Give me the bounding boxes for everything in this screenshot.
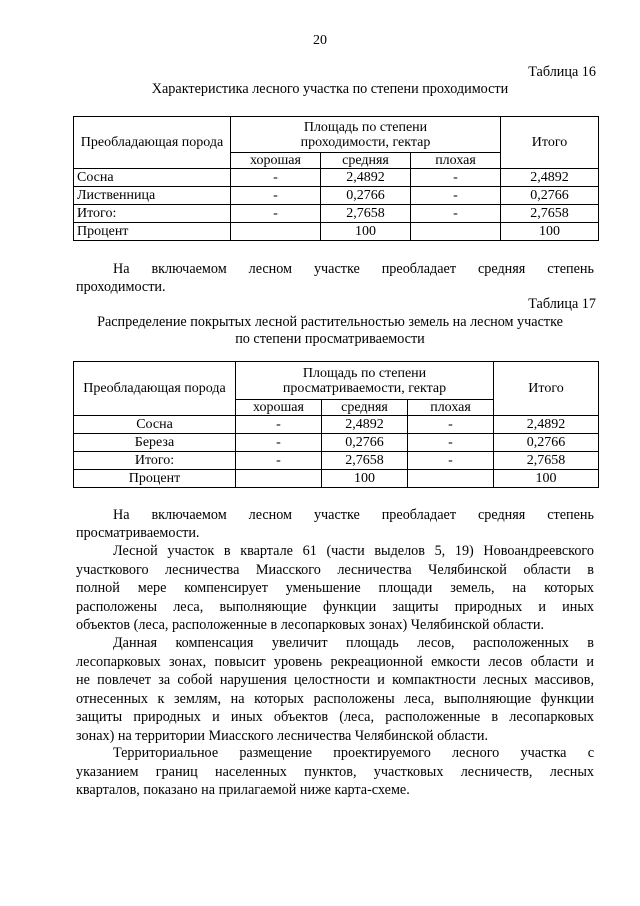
paragraph-line: лесопарковых зонах, повысит уровень рекреационной емкости лесов области и [76,653,594,670]
paragraph-line: кварталов, показано на прилагаемой ниже карта-схеме. [76,782,410,798]
cell-good: - [236,452,322,470]
table-row [74,434,599,452]
cell-good: - [231,187,321,205]
table17-label: Таблица 17 [528,296,596,312]
table-row [74,169,599,187]
table-row [74,223,599,241]
table16-header-total: Итого [501,117,599,169]
cell-total: 100 [501,223,599,241]
row-name: Процент [74,223,231,241]
paragraph-line: указанием границ населенных пунктов, участковых лесничеств, лесных [76,763,594,780]
row-name: Итого: [74,452,236,470]
row-name: Береза [74,434,236,452]
paragraph-line: зонах) на территории Миасского лесничества Челябинской области. [76,727,489,744]
cell-total: 2,4892 [501,169,599,187]
table16-header-bad: плохая [411,153,501,169]
cell-good: - [231,169,321,187]
paragraph-line: защиты природных и иных объектов (леса, расположенные в лесопарковых [76,709,594,725]
table16-title: Характеристика лесного участка по степени проходимости [151,81,509,97]
table16-header-medium: средняя [321,153,411,169]
cell-bad: - [411,169,501,187]
cell-medium: 2,7658 [322,452,408,470]
cell-total: 0,2766 [494,434,599,452]
table17-header-medium: средняя [322,400,408,416]
cell-total: 2,7658 [494,452,599,470]
paragraph-line: объектов (леса, расположенные в лесопарковых зонах) Челябинской области. [76,617,545,633]
paragraph-line: проходимости. [76,279,166,295]
row-name: Сосна [74,416,236,434]
cell-medium: 100 [322,470,408,488]
table17-header-total: Итого [494,362,599,416]
table17-title [60,314,600,348]
cell-good [231,223,321,241]
paragraph-line: Данная компенсация увеличит площадь лесов, расположенных в [113,635,594,651]
row-name: Сосна [74,169,231,187]
cell-total: 0,2766 [501,187,599,205]
paragraph-line: На включаемом лесном участке преобладает средняя степень [113,507,594,523]
table-row [74,452,599,470]
table16 [73,116,599,241]
table16-header-species: Преобладающая порода [74,117,231,169]
cell-good: - [236,434,322,452]
paragraph-1 [76,260,594,279]
paragraph-line: просматриваемости. [76,525,200,541]
table-row [74,205,599,223]
cell-medium: 2,7658 [321,205,411,223]
cell-medium: 0,2766 [322,434,408,452]
paragraph-4 [76,634,594,745]
table-row [74,416,599,434]
cell-total: 2,4892 [494,416,599,434]
table17-header-good: хорошая [236,400,322,416]
table17-title-line: по степени просматриваемости [235,331,425,347]
paragraph-3 [76,542,594,635]
paragraph-line: участкового лесничества Миасского лесничества Челябинской области в [76,561,594,578]
paragraph-line: Лесной участок в квартале 61 (части выделов 5, 19) Новоандреевского [113,543,594,559]
cell-bad: - [411,205,501,223]
table16-header-area: Площадь по степени проходимости, гектар [231,117,501,153]
cell-medium: 0,2766 [321,187,411,205]
paragraph-line: Территориальное размещение проектируемого лесного участка с [113,745,594,761]
row-name: Лиственница [74,187,231,205]
table17-title-line: Распределение покрытых лесной растительностью земель на лесном участке [97,314,563,330]
cell-medium: 100 [321,223,411,241]
cell-total: 2,7658 [501,205,599,223]
table17-header-species: Преобладающая порода [74,362,236,416]
table-row [74,187,599,205]
cell-bad: - [408,452,494,470]
cell-bad: - [411,187,501,205]
cell-medium: 2,4892 [321,169,411,187]
table17-header-area: Площадь по степени просматриваемости, гектар [236,362,494,400]
page-number: 20 [313,33,327,48]
paragraph-line: полной мере компенсирует уменьшение площади земель, на которых [76,580,594,596]
cell-total: 100 [494,470,599,488]
paragraph-line: На включаемом лесном участке преобладает средняя степень [113,261,594,277]
table16-header-good: хорошая [231,153,321,169]
paragraph-1-cont [76,278,594,297]
paragraph-line: не повлечет за собой нарушения целостности и компактности лесных массивов, [76,672,594,688]
row-name: Процент [74,470,236,488]
table17-header-bad: плохая [408,400,494,416]
paragraph-2-cont [76,524,594,543]
cell-good: - [236,416,322,434]
cell-bad [408,470,494,488]
cell-good [236,470,322,488]
cell-medium: 2,4892 [322,416,408,434]
cell-bad [411,223,501,241]
table-row [74,470,599,488]
paragraph-2 [76,506,594,525]
table16-label: Таблица 16 [528,64,596,80]
paragraph-line: расположены леса, выполняющие функции защиты природных и иных [76,598,594,615]
cell-good: - [231,205,321,223]
paragraph-line: отнесенных к землям, на которых расположены леса, выполняющие функции [76,690,594,707]
table17 [73,361,599,488]
cell-bad: - [408,416,494,434]
paragraph-5 [76,744,594,800]
row-name: Итого: [74,205,231,223]
cell-bad: - [408,434,494,452]
